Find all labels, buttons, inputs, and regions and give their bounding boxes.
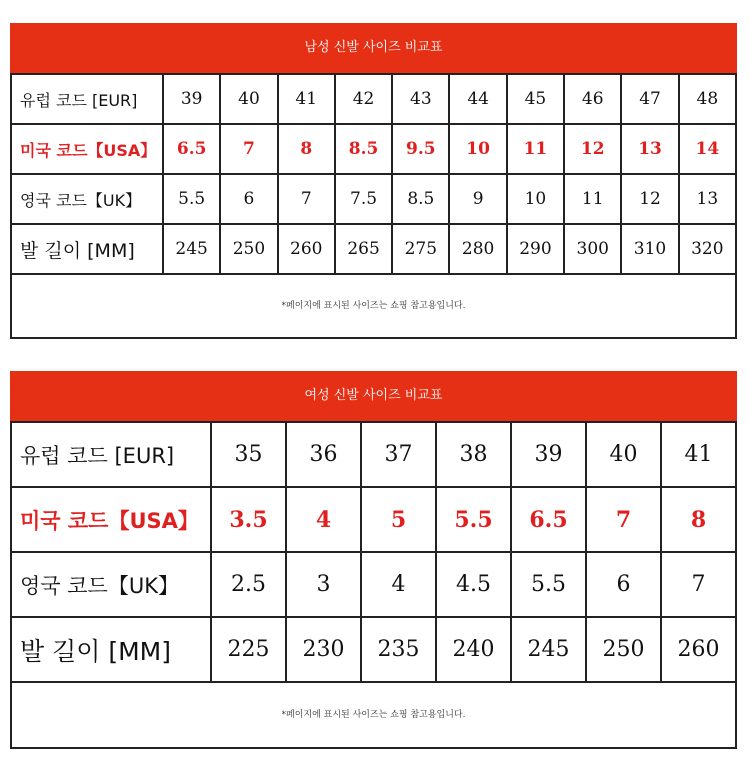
row-label: 영국 코드【UK】 — [11, 552, 211, 617]
size-cell: 9 — [449, 174, 506, 224]
size-cell: 39 — [511, 422, 586, 487]
size-cell: 6.5 — [511, 487, 586, 552]
size-cell: 48 — [679, 74, 736, 124]
size-cell: 45 — [507, 74, 564, 124]
row-label: 유럽 코드 [EUR] — [11, 74, 163, 124]
row-label: 유럽 코드 [EUR] — [11, 422, 211, 487]
size-cell: 265 — [335, 224, 392, 274]
size-cell: 46 — [564, 74, 621, 124]
size-cell: 6 — [220, 174, 277, 224]
men-row-uk — [11, 174, 736, 224]
size-cell: 320 — [679, 224, 736, 274]
size-cell: 4 — [361, 552, 436, 617]
size-cell: 5.5 — [511, 552, 586, 617]
row-label: 발 길이 [MM] — [11, 224, 163, 274]
size-cell: 12 — [621, 174, 678, 224]
size-cell: 2.5 — [211, 552, 286, 617]
size-cell: 8.5 — [335, 124, 392, 174]
size-cell: 3.5 — [211, 487, 286, 552]
row-label: 미국 코드【USA】 — [11, 487, 211, 552]
size-cell: 230 — [286, 617, 361, 682]
size-cell: 7 — [661, 552, 736, 617]
size-cell: 235 — [361, 617, 436, 682]
size-cell: 300 — [564, 224, 621, 274]
women-size-table — [10, 421, 737, 683]
size-cell: 250 — [586, 617, 661, 682]
size-cell: 5.5 — [436, 487, 511, 552]
size-cell: 44 — [449, 74, 506, 124]
size-cell: 275 — [392, 224, 449, 274]
size-cell: 250 — [220, 224, 277, 274]
row-label: 영국 코드【UK】 — [11, 174, 163, 224]
size-cell: 280 — [449, 224, 506, 274]
size-cell: 290 — [507, 224, 564, 274]
size-cell: 5 — [361, 487, 436, 552]
size-cell: 11 — [564, 174, 621, 224]
size-cell: 6 — [586, 552, 661, 617]
size-cell: 6.5 — [163, 124, 220, 174]
size-cell: 40 — [586, 422, 661, 487]
size-cell: 47 — [621, 74, 678, 124]
men-chart-title: 남성 신발 사이즈 비교표 — [10, 23, 737, 73]
size-cell: 8 — [278, 124, 335, 174]
women-row-eur — [11, 422, 736, 487]
size-cell: 4.5 — [436, 552, 511, 617]
size-cell: 5.5 — [163, 174, 220, 224]
men-row-usa — [11, 124, 736, 174]
size-cell: 7 — [278, 174, 335, 224]
men-row-foot-length — [11, 224, 736, 274]
men-chart-note: *페이지에 표시된 사이즈는 쇼핑 참고용입니다. — [10, 275, 737, 339]
men-row-eur — [11, 74, 736, 124]
size-cell: 35 — [211, 422, 286, 487]
size-cell: 7.5 — [335, 174, 392, 224]
size-cell: 38 — [436, 422, 511, 487]
women-row-usa — [11, 487, 736, 552]
women-chart-title: 여성 신발 사이즈 비교표 — [10, 371, 737, 421]
size-cell: 4 — [286, 487, 361, 552]
size-cell: 10 — [507, 174, 564, 224]
size-cell: 9.5 — [392, 124, 449, 174]
women-row-uk — [11, 552, 736, 617]
row-label: 미국 코드【USA】 — [11, 124, 163, 174]
size-cell: 39 — [163, 74, 220, 124]
size-cell: 40 — [220, 74, 277, 124]
size-cell: 240 — [436, 617, 511, 682]
size-cell: 8 — [661, 487, 736, 552]
women-row-foot-length — [11, 617, 736, 682]
size-cell: 37 — [361, 422, 436, 487]
size-cell: 13 — [621, 124, 678, 174]
women-size-chart — [10, 371, 737, 749]
size-cell: 225 — [211, 617, 286, 682]
size-cell: 41 — [278, 74, 335, 124]
men-size-table — [10, 73, 737, 275]
women-chart-note: *페이지에 표시된 사이즈는 쇼핑 참고용입니다. — [10, 683, 737, 749]
size-cell: 13 — [679, 174, 736, 224]
size-cell: 245 — [163, 224, 220, 274]
size-cell: 310 — [621, 224, 678, 274]
men-size-chart — [10, 23, 737, 339]
size-cell: 12 — [564, 124, 621, 174]
size-cell: 8.5 — [392, 174, 449, 224]
row-label: 발 길이 [MM] — [11, 617, 211, 682]
size-cell: 36 — [286, 422, 361, 487]
size-cell: 260 — [278, 224, 335, 274]
size-cell: 10 — [449, 124, 506, 174]
size-cell: 42 — [335, 74, 392, 124]
size-cell: 3 — [286, 552, 361, 617]
size-cell: 11 — [507, 124, 564, 174]
size-cell: 43 — [392, 74, 449, 124]
size-cell: 14 — [679, 124, 736, 174]
size-cell: 260 — [661, 617, 736, 682]
size-cell: 7 — [586, 487, 661, 552]
size-cell: 245 — [511, 617, 586, 682]
size-cell: 7 — [220, 124, 277, 174]
size-cell: 41 — [661, 422, 736, 487]
